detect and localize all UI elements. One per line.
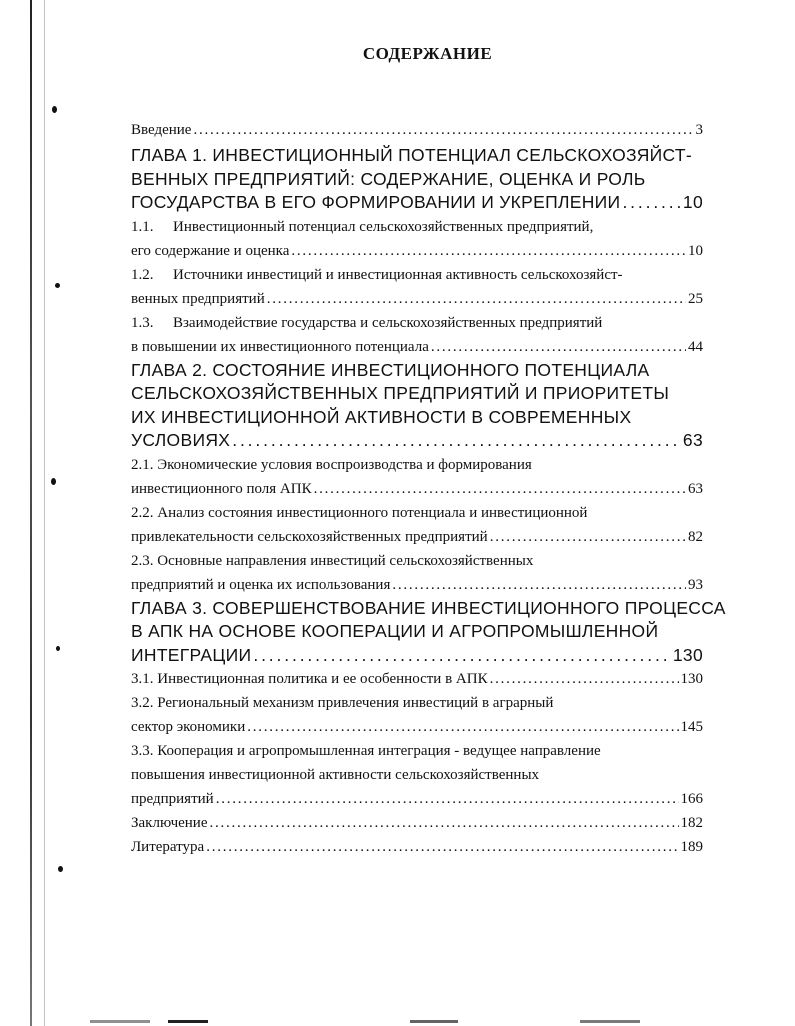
toc-entry-line bbox=[131, 359, 703, 383]
toc-entry bbox=[131, 359, 703, 453]
toc-entry-line bbox=[131, 144, 703, 168]
scan-speck bbox=[55, 283, 60, 288]
toc-entry-row bbox=[131, 335, 703, 359]
toc-entry-label: в повышении их инвестиционного потенциала bbox=[131, 338, 429, 355]
toc-entry-row bbox=[131, 573, 703, 597]
toc-entry bbox=[131, 691, 703, 739]
toc-entry-row bbox=[131, 525, 703, 549]
toc-entry-line bbox=[131, 168, 703, 192]
toc-entry bbox=[131, 811, 703, 835]
toc-section-number: 1.1. bbox=[131, 218, 154, 235]
toc-entry bbox=[131, 549, 703, 597]
toc-entry-label: ГОСУДАРСТВА В ЕГО ФОРМИРОВАНИИ И УКРЕПЛЕНИИ bbox=[131, 192, 621, 212]
scan-edge-line bbox=[30, 0, 32, 1026]
toc-entry-text: ВЕННЫХ ПРЕДПРИЯТИЙ: СОДЕРЖАНИЕ, ОЦЕНКА И РОЛЬ bbox=[131, 168, 646, 189]
toc-entry-label: 3.1. Инвестиционная политика и ее особенности в АПК bbox=[131, 671, 488, 687]
toc-entry-text: СЕЛЬСКОХОЗЯЙСТВЕННЫХ ПРЕДПРИЯТИЙ И ПРИОРИТЕТЫ bbox=[131, 383, 670, 403]
toc-entry-text: 2.1. Экономические условия воспроизводства и формирования bbox=[131, 456, 532, 473]
toc-entry-text: В АПК НА ОСНОВЕ КООПЕРАЦИИ И АГРОПРОМЫШЛЕННОЙ bbox=[131, 621, 659, 641]
toc-entry bbox=[131, 144, 703, 215]
page-title: СОДЕРЖАНИЕ bbox=[362, 44, 493, 63]
scan-speck bbox=[58, 866, 63, 872]
toc-entry bbox=[131, 453, 703, 501]
toc-leader-dots bbox=[267, 287, 686, 311]
toc-page-number: 130 bbox=[680, 671, 703, 687]
scan-smudge bbox=[580, 1020, 640, 1023]
toc-leader-dots bbox=[253, 644, 671, 668]
toc-entry-line bbox=[131, 549, 703, 573]
toc-entry-row bbox=[131, 239, 703, 263]
toc-entry-line bbox=[131, 739, 703, 763]
toc-entry-row bbox=[131, 787, 703, 811]
toc-entry-text: 3.3. Кооперация и агропромышленная интеграция - ведущее направление bbox=[131, 743, 601, 759]
toc-entry-row bbox=[131, 477, 703, 501]
toc-entry-label: УСЛОВИЯХ bbox=[131, 430, 231, 450]
toc-page-number: 10 bbox=[682, 192, 703, 212]
toc-section-number: 1.2. bbox=[131, 266, 154, 283]
toc-entry-text: ГЛАВА 2. СОСТОЯНИЕ ИНВЕСТИЦИОННОГО ПОТЕНЦИАЛА bbox=[131, 359, 650, 380]
toc-entry bbox=[131, 501, 703, 549]
scan-speck bbox=[51, 478, 56, 485]
toc-entry-label: его содержание и оценка bbox=[131, 242, 290, 259]
toc-entry-row bbox=[131, 287, 703, 311]
toc-leader-dots bbox=[193, 118, 693, 142]
toc-page-number: 10 bbox=[688, 242, 703, 259]
toc-leader-dots bbox=[490, 667, 679, 691]
toc-entry-line bbox=[131, 382, 703, 406]
toc-entry-label: предприятий и оценка их использования bbox=[131, 576, 391, 593]
scan-smudge bbox=[168, 1020, 208, 1023]
toc-entry-row bbox=[131, 715, 703, 739]
toc-page-number: 44 bbox=[688, 338, 703, 355]
toc-entry bbox=[131, 311, 703, 359]
toc-leader-dots bbox=[210, 811, 679, 835]
toc-entry-text: ГЛАВА 3. СОВЕРШЕНСТВОВАНИЕ ИНВЕСТИЦИОННОГО ПРОЦЕССА bbox=[131, 597, 726, 618]
scan-smudge bbox=[410, 1020, 458, 1023]
toc-entry-label: привлекательности сельскохозяйственных предприятий bbox=[131, 528, 488, 545]
toc-entry-line bbox=[131, 763, 703, 787]
toc-entry-text: Инвестиционный потенциал сельскохозяйственных предприятий, bbox=[173, 218, 594, 235]
toc-entry-row bbox=[131, 118, 703, 142]
toc-entry-label: ИНТЕГРАЦИИ bbox=[131, 644, 252, 665]
toc-entry-text: Источники инвестиций и инвестиционная активность сельскохозяйст- bbox=[173, 266, 623, 283]
toc-entry-label: Литература bbox=[131, 839, 205, 855]
toc-entry-line bbox=[131, 311, 703, 335]
table-of-contents bbox=[131, 118, 726, 859]
toc-page-number: 93 bbox=[688, 576, 703, 593]
toc-section-number: 1.3. bbox=[131, 314, 154, 331]
toc-page-number: 63 bbox=[688, 480, 703, 497]
toc-page-number: 25 bbox=[688, 290, 703, 307]
toc-leader-dots bbox=[216, 787, 679, 811]
toc-entry-text: ИХ ИНВЕСТИЦИОННОЙ АКТИВНОСТИ В СОВРЕМЕННЫХ bbox=[131, 406, 632, 427]
toc-leader-dots bbox=[232, 429, 681, 453]
toc-entry-line bbox=[131, 453, 703, 477]
toc-page-number: 182 bbox=[680, 815, 703, 831]
toc-entry-label: венных предприятий bbox=[131, 290, 265, 307]
toc-entry-line bbox=[131, 620, 703, 644]
toc-entry-line bbox=[131, 501, 703, 525]
scan-edge-line-faint bbox=[44, 0, 45, 1026]
toc-page-number: 63 bbox=[682, 430, 703, 450]
toc-entry-text: повышения инвестиционной активности сельскохозяйственных bbox=[131, 767, 540, 783]
toc-leader-dots bbox=[622, 191, 680, 215]
toc-page-number: 145 bbox=[680, 719, 703, 735]
toc-entry-row bbox=[131, 667, 703, 691]
toc-entry-row bbox=[131, 191, 703, 215]
toc-page-number: 82 bbox=[688, 528, 703, 545]
toc-entry-text: 2.3. Основные направления инвестиций сельскохозяйственных bbox=[131, 552, 534, 569]
toc-entry-line bbox=[131, 406, 703, 430]
toc-entry bbox=[131, 597, 726, 668]
toc-page-number: 130 bbox=[672, 644, 703, 665]
scan-smudge bbox=[90, 1020, 150, 1023]
toc-entry-label: предприятий bbox=[131, 791, 214, 807]
toc-entry bbox=[131, 263, 703, 311]
toc-leader-dots bbox=[392, 573, 686, 597]
toc-entry-text: Взаимодействие государства и сельскохозяйственных предприятий bbox=[173, 314, 603, 331]
toc-leader-dots bbox=[431, 335, 686, 359]
toc-entry-line bbox=[131, 691, 703, 715]
toc-leader-dots bbox=[206, 835, 678, 859]
toc-entry-line bbox=[131, 597, 726, 621]
scan-speck bbox=[52, 106, 57, 113]
toc-entry-label: инвестиционного поля АПК bbox=[131, 480, 312, 497]
scan-speck bbox=[56, 646, 60, 651]
toc-entry-label: Заключение bbox=[131, 815, 208, 831]
toc-entry bbox=[131, 835, 703, 859]
toc-entry-row bbox=[131, 644, 703, 668]
toc-entry-text: 2.2. Анализ состояния инвестиционного потенциала и инвестиционной bbox=[131, 504, 588, 521]
toc-entry-row bbox=[131, 811, 703, 835]
toc-page-number: 189 bbox=[680, 839, 703, 855]
toc-entry-line bbox=[131, 215, 703, 239]
toc-entry bbox=[131, 215, 703, 263]
toc-entry-text: 3.2. Региональный механизм привлечения инвестиций в аграрный bbox=[131, 695, 554, 711]
toc-leader-dots bbox=[314, 477, 686, 501]
toc-entry bbox=[131, 667, 703, 691]
toc-entry bbox=[131, 739, 703, 811]
toc-entry-text: ГЛАВА 1. ИНВЕСТИЦИОННЫЙ ПОТЕНЦИАЛ СЕЛЬСКОХОЗЯЙСТ- bbox=[131, 145, 693, 165]
toc-entry-line bbox=[131, 263, 703, 287]
toc-entry-row bbox=[131, 429, 703, 453]
toc-entry bbox=[131, 118, 703, 142]
toc-page-number: 166 bbox=[680, 791, 703, 807]
toc-entry-row bbox=[131, 835, 703, 859]
toc-leader-dots bbox=[291, 239, 686, 263]
toc-leader-dots bbox=[247, 715, 678, 739]
toc-entry-label: сектор экономики bbox=[131, 719, 246, 735]
toc-entry-label: Введение bbox=[131, 122, 192, 138]
toc-page-number: 3 bbox=[695, 122, 703, 138]
toc-leader-dots bbox=[490, 525, 686, 549]
